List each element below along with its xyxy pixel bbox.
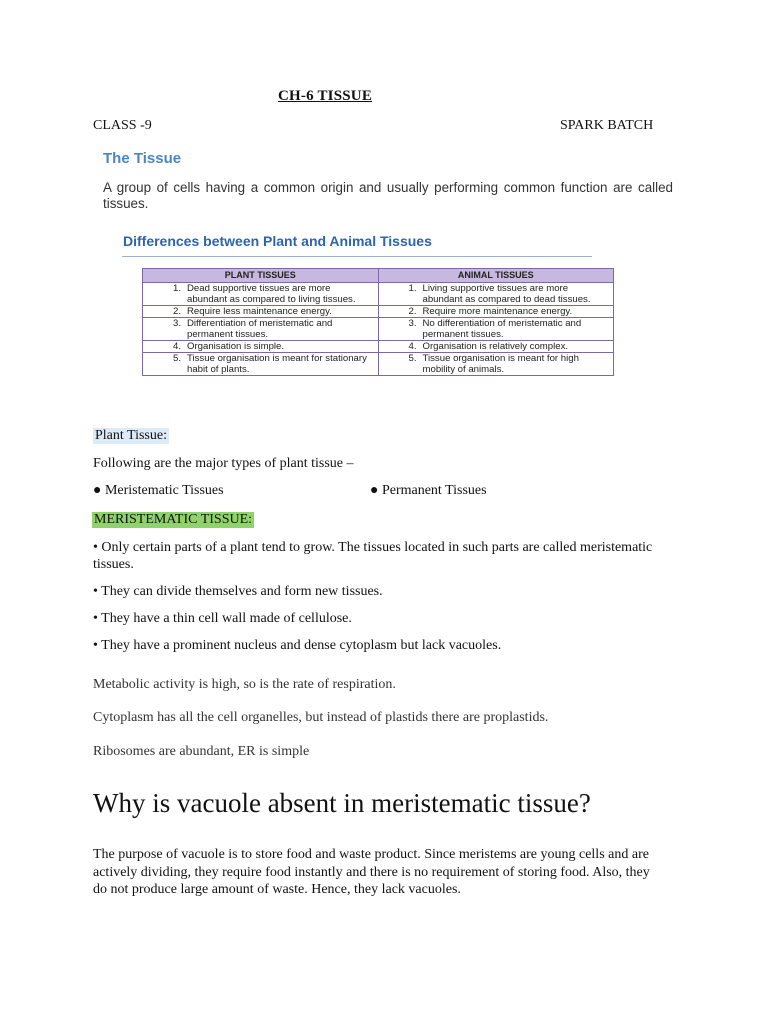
types-intro: Following are the major types of plant tissue – bbox=[93, 456, 354, 471]
row-number: 4. bbox=[408, 341, 417, 352]
row-number: 5. bbox=[172, 353, 181, 364]
row-number: 1. bbox=[408, 283, 417, 294]
heading-divider bbox=[122, 256, 592, 257]
column-header-animal: ANIMAL TISSUES bbox=[378, 269, 614, 283]
cell-text: Tissue organisation is meant for high mobility of animals. bbox=[422, 353, 579, 375]
list-item: • Only certain parts of a plant tend to grow. The tissues located in such parts are called meristematic tissues. bbox=[93, 540, 653, 572]
cell-text: Require less maintenance energy. bbox=[187, 306, 332, 317]
tissue-heading: The Tissue bbox=[103, 150, 182, 167]
table-row bbox=[143, 353, 614, 376]
plant-cell bbox=[143, 318, 379, 341]
animal-cell bbox=[378, 283, 614, 306]
row-number: 3. bbox=[408, 318, 417, 329]
cell-text: Organisation is relatively complex. bbox=[422, 341, 569, 352]
row-number: 4. bbox=[172, 341, 181, 352]
tissue-definition: A group of cells having a common origin and usually performing common function are called tissues. bbox=[103, 180, 673, 211]
type-item-meristematic: ● Meristematic Tissues bbox=[93, 483, 224, 498]
differences-heading: Differences between Plant and Animal Tissues bbox=[123, 233, 432, 249]
plant-cell bbox=[143, 353, 379, 376]
table-header-row bbox=[143, 269, 614, 283]
column-header-plant: PLANT TISSUES bbox=[143, 269, 379, 283]
class-label: CLASS -9 bbox=[93, 118, 152, 133]
table-row bbox=[143, 341, 614, 353]
answer-paragraph: The purpose of vacuole is to store food and waste product. Since meristems are young cells and are actively dividing, they require food instantly and there is no requirement of storing food. Also, they do not produce large amount of waste. Hence, they lack vacuoles. bbox=[93, 847, 650, 897]
list-item: • They have a thin cell wall made of cellulose. bbox=[93, 611, 352, 626]
fact-ribosomes: Ribosomes are abundant, ER is simple bbox=[93, 744, 310, 759]
batch-label: SPARK BATCH bbox=[560, 118, 654, 133]
animal-cell bbox=[378, 353, 614, 376]
row-number: 2. bbox=[408, 306, 417, 317]
cell-text: Tissue organisation is meant for stationary habit of plants. bbox=[187, 353, 367, 375]
list-item: • They can divide themselves and form new tissues. bbox=[93, 584, 383, 599]
cell-text: Organisation is simple. bbox=[187, 341, 285, 352]
plant-tissue-label: Plant Tissue: bbox=[95, 428, 167, 443]
cell-text: Dead supportive tissues are more abundant as compared to living tissues. bbox=[187, 283, 356, 305]
differences-table bbox=[142, 268, 614, 376]
table-row bbox=[143, 318, 614, 341]
animal-cell bbox=[378, 306, 614, 318]
row-number: 5. bbox=[408, 353, 417, 364]
table-row bbox=[143, 283, 614, 306]
meristematic-bullets bbox=[93, 539, 653, 664]
fact-metabolic: Metabolic activity is high, so is the rate of respiration. bbox=[93, 677, 396, 692]
plant-cell bbox=[143, 341, 379, 353]
table-row bbox=[143, 306, 614, 318]
animal-cell bbox=[378, 318, 614, 341]
plant-cell bbox=[143, 306, 379, 318]
cell-text: Require more maintenance energy. bbox=[422, 306, 573, 317]
plant-cell bbox=[143, 283, 379, 306]
cell-text: Differentiation of meristematic and permanent tissues. bbox=[187, 318, 333, 340]
list-item: • They have a prominent nucleus and dense cytoplasm but lack vacuoles. bbox=[93, 638, 502, 653]
animal-cell bbox=[378, 341, 614, 353]
fact-cytoplasm: Cytoplasm has all the cell organelles, but instead of plastids there are proplastids. bbox=[93, 710, 549, 725]
chapter-title: CH-6 TISSUE bbox=[278, 88, 373, 104]
question-heading: Why is vacuole absent in meristematic tissue? bbox=[93, 788, 591, 818]
cell-text: Living supportive tissues are more abundant as compared to dead tissues. bbox=[422, 283, 591, 305]
row-number: 3. bbox=[172, 318, 181, 329]
meristematic-label: MERISTEMATIC TISSUE: bbox=[94, 512, 253, 527]
row-number: 1. bbox=[172, 283, 181, 294]
type-item-permanent: ● Permanent Tissues bbox=[370, 483, 487, 498]
row-number: 2. bbox=[172, 306, 181, 317]
cell-text: No differentiation of meristematic and permanent tissues. bbox=[422, 318, 582, 340]
